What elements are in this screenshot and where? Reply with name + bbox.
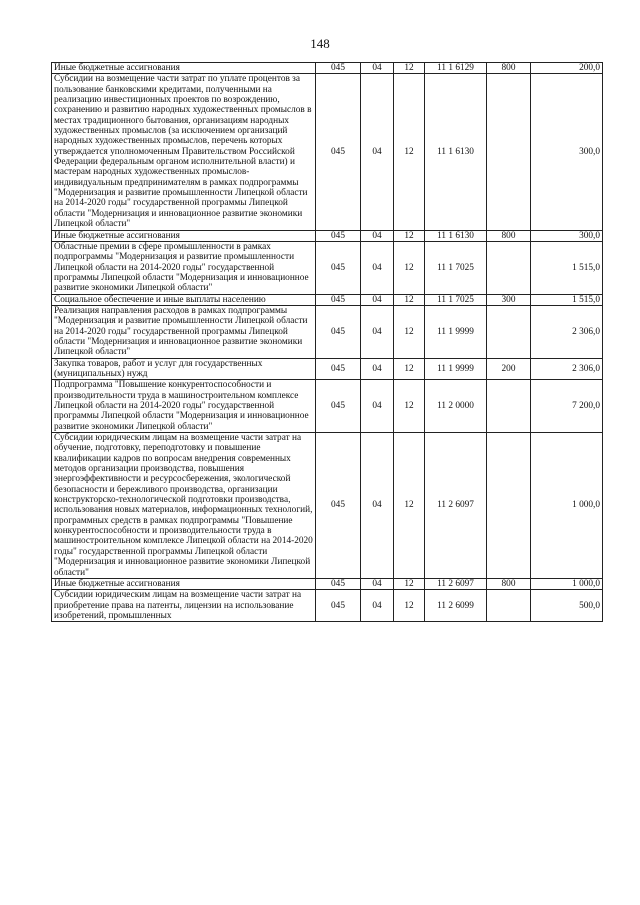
administrator-code-cell: 045 <box>316 433 361 579</box>
target-article-code-cell: 11 2 6097 <box>425 578 487 589</box>
subsection-code-cell: 12 <box>394 230 425 241</box>
amount-cell: 500,0 <box>531 590 603 622</box>
item-name-cell: Закупка товаров, работ и услуг для государственных (муниципальных) нужд <box>52 358 316 380</box>
amount-cell: 1 515,0 <box>531 294 603 305</box>
target-article-code-cell: 11 1 7025 <box>425 294 487 305</box>
expense-type-code-cell: 800 <box>487 63 531 74</box>
section-code-cell: 04 <box>361 305 394 358</box>
table-row <box>52 380 603 433</box>
table-row <box>52 294 603 305</box>
section-code-cell: 04 <box>361 578 394 589</box>
amount-cell: 200,0 <box>531 63 603 74</box>
table-row <box>52 241 603 294</box>
item-name-cell: Субсидии на возмещение части затрат по уплате процентов за пользование банковскими кредитами, полученными на реализацию инвестиционных проектов по возрождению, сохранению и развитию народных художественных промыслов в местах традиционного бытования, организациям народных художественных промыслов (за исключением организаций народных художественных промыслов, перечень которых утверждается уполномоченным Правительством Российской Федерации федеральным органом исполнительной власти) и мастерам народных художественных промыслов-индивидуальным предпринимателям в рамках подпрограммы "Модернизация и развитие промышленности Липецкой области на 2014-2020 годы" государственной программы Липецкой области "Модернизация и инновационное развитие экономики Липецкой области" <box>52 74 316 230</box>
section-code-cell: 04 <box>361 230 394 241</box>
section-code-cell: 04 <box>361 241 394 294</box>
section-code-cell: 04 <box>361 433 394 579</box>
budget-table-body <box>52 63 603 622</box>
expense-type-code-cell: 300 <box>487 294 531 305</box>
target-article-code-cell: 11 2 6099 <box>425 590 487 622</box>
table-row <box>52 578 603 589</box>
section-code-cell: 04 <box>361 294 394 305</box>
budget-table <box>51 62 603 622</box>
expense-type-code-cell <box>487 433 531 579</box>
expense-type-code-cell <box>487 380 531 433</box>
amount-cell: 7 200,0 <box>531 380 603 433</box>
item-name-cell: Субсидии юридическим лицам на возмещение части затрат на приобретение права на патенты, лицензии на использование изобретений, промышленных <box>52 590 316 622</box>
expense-type-code-cell <box>487 241 531 294</box>
subsection-code-cell: 12 <box>394 380 425 433</box>
subsection-code-cell: 12 <box>394 433 425 579</box>
item-name-cell: Иные бюджетные ассигнования <box>52 63 316 74</box>
section-code-cell: 04 <box>361 380 394 433</box>
item-name-cell: Иные бюджетные ассигнования <box>52 578 316 589</box>
expense-type-code-cell: 800 <box>487 578 531 589</box>
section-code-cell: 04 <box>361 590 394 622</box>
page-number: 148 <box>310 36 330 51</box>
amount-cell: 300,0 <box>531 230 603 241</box>
target-article-code-cell: 11 2 6097 <box>425 433 487 579</box>
expense-type-code-cell <box>487 590 531 622</box>
administrator-code-cell: 045 <box>316 241 361 294</box>
item-name-cell: Иные бюджетные ассигнования <box>52 230 316 241</box>
item-name-cell: Субсидии юридическим лицам на возмещение части затрат на обучение, подготовку, переподготовку и повышение квалификации кадров по вопросам внедрения современных методов организации производства, повышения энергоэффективности и ресурсосбережения, экологической безопасности и бережливого производства, организации конструкторско-технологической подготовки производства, использования новых материалов, информационных технологий, программных средств в рамках подпрограммы "Повышение конкурентоспособности и производительности труда в машиностроительном комплексе Липецкой области на 2014-2020 годы" государственной программы Липецкой области "Модернизация и инновационное развитие экономики Липецкой области" <box>52 433 316 579</box>
expense-type-code-cell <box>487 305 531 358</box>
subsection-code-cell: 12 <box>394 74 425 230</box>
expense-type-code-cell: 800 <box>487 230 531 241</box>
target-article-code-cell: 11 1 9999 <box>425 358 487 380</box>
administrator-code-cell: 045 <box>316 230 361 241</box>
target-article-code-cell: 11 1 6129 <box>425 63 487 74</box>
section-code-cell: 04 <box>361 74 394 230</box>
amount-cell: 2 306,0 <box>531 305 603 358</box>
subsection-code-cell: 12 <box>394 241 425 294</box>
table-row <box>52 590 603 622</box>
subsection-code-cell: 12 <box>394 358 425 380</box>
administrator-code-cell: 045 <box>316 74 361 230</box>
table-row <box>52 433 603 579</box>
item-name-cell: Социальное обеспечение и иные выплаты населению <box>52 294 316 305</box>
subsection-code-cell: 12 <box>394 578 425 589</box>
expense-type-code-cell <box>487 74 531 230</box>
administrator-code-cell: 045 <box>316 294 361 305</box>
amount-cell: 1 000,0 <box>531 578 603 589</box>
table-row <box>52 63 603 74</box>
target-article-code-cell: 11 1 6130 <box>425 230 487 241</box>
subsection-code-cell: 12 <box>394 63 425 74</box>
section-code-cell: 04 <box>361 358 394 380</box>
item-name-cell: Подпрограмма "Повышение конкурентоспособности и производительности труда в машиностроительном комплексе Липецкой области на 2014-2020 годы" государственной программы Липецкой области "Модернизация и инновационное развитие экономики Липецкой области" <box>52 380 316 433</box>
table-row <box>52 74 603 230</box>
amount-cell: 1 515,0 <box>531 241 603 294</box>
target-article-code-cell: 11 2 0000 <box>425 380 487 433</box>
administrator-code-cell: 045 <box>316 63 361 74</box>
administrator-code-cell: 045 <box>316 590 361 622</box>
administrator-code-cell: 045 <box>316 380 361 433</box>
amount-cell: 2 306,0 <box>531 358 603 380</box>
administrator-code-cell: 045 <box>316 578 361 589</box>
table-row <box>52 230 603 241</box>
subsection-code-cell: 12 <box>394 590 425 622</box>
administrator-code-cell: 045 <box>316 305 361 358</box>
table-row <box>52 305 603 358</box>
target-article-code-cell: 11 1 6130 <box>425 74 487 230</box>
section-code-cell: 04 <box>361 63 394 74</box>
item-name-cell: Областные премии в сфере промышленности в рамках подпрограммы "Модернизация и развитие промышленности Липецкой области на 2014-2020 годы" государственной программы Липецкой области "Модернизация и инновационное развитие экономики Липецкой области" <box>52 241 316 294</box>
subsection-code-cell: 12 <box>394 305 425 358</box>
target-article-code-cell: 11 1 7025 <box>425 241 487 294</box>
administrator-code-cell: 045 <box>316 358 361 380</box>
expense-type-code-cell: 200 <box>487 358 531 380</box>
target-article-code-cell: 11 1 9999 <box>425 305 487 358</box>
amount-cell: 1 000,0 <box>531 433 603 579</box>
table-row <box>52 358 603 380</box>
item-name-cell: Реализация направления расходов в рамках подпрограммы "Модернизация и развитие промышленности Липецкой области на 2014-2020 годы" государственной программы Липецкой области "Модернизация и инновационное развитие экономики Липецкой области" <box>52 305 316 358</box>
amount-cell: 300,0 <box>531 74 603 230</box>
subsection-code-cell: 12 <box>394 294 425 305</box>
